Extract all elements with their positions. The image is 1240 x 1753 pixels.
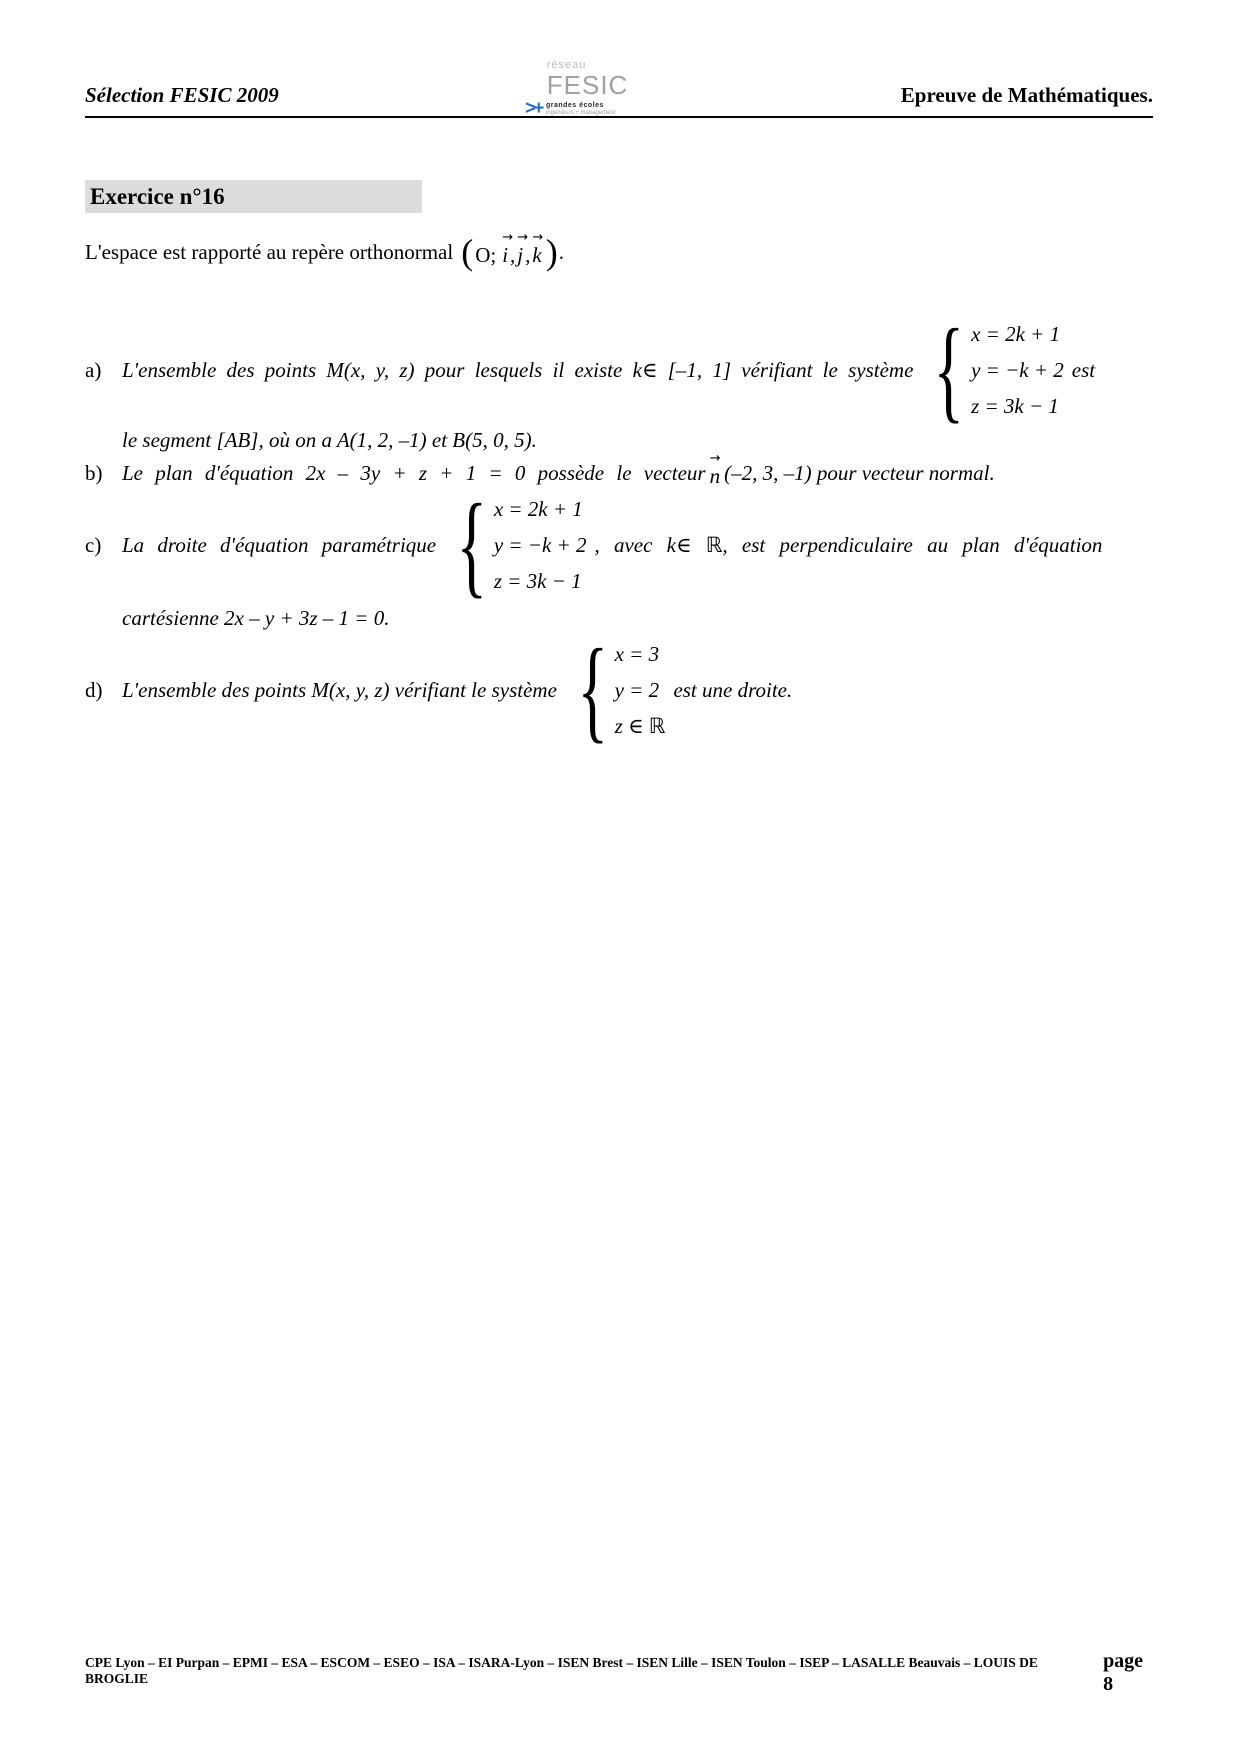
equation: y = −k + 2 — [493, 533, 587, 557]
question-d-text: L'ensemble des points M(x, y, z) vérifiant le système — [122, 677, 557, 702]
intro-line — [85, 230, 1153, 274]
header-right-title: Epreuve de Mathématiques. — [900, 83, 1153, 107]
repere-content — [475, 237, 544, 268]
equation: x = 2k + 1 — [493, 497, 583, 521]
question-a-text: L'ensemble des points M(x, y, z) pour lesquels il existe k∈ [–1, 1] vérifiant le système — [122, 357, 914, 382]
question-d — [85, 625, 1153, 754]
equation: z = 3k − 1 — [493, 569, 582, 593]
logo-taglines — [546, 99, 616, 116]
close-paren: ) — [545, 232, 558, 272]
equation: y = −k + 2 — [971, 358, 1064, 382]
separator: , — [510, 242, 516, 267]
question-a — [85, 305, 1153, 434]
page-number: page 8 — [1103, 1650, 1144, 1695]
system-equations — [615, 636, 666, 744]
separator: , — [525, 242, 531, 267]
system-equations — [971, 316, 1064, 424]
exercise-title: Exercice n°16 — [85, 180, 422, 213]
logo-reseau-text: réseau — [546, 59, 587, 71]
question-c-label: c) — [85, 532, 102, 557]
question-b-text-after: (–2, 3, –1) pour vecteur normal. — [724, 461, 995, 485]
equation: z ∈ ℝ — [614, 714, 666, 738]
origin-label: O; — [475, 242, 497, 267]
equation: y = 2 — [614, 678, 660, 702]
question-c-text-after: , avec k∈ ℝ, est perpendiculaire au plan d'équation — [594, 532, 1103, 557]
logo-mark-icon: >+ — [524, 98, 541, 119]
logo-tagline-1: grandes écoles — [545, 102, 604, 109]
system-equations — [494, 491, 587, 599]
logo-bottom — [525, 99, 655, 118]
vector-n: n → — [710, 458, 721, 489]
question-c-text: La droite d'équation paramétrique — [122, 532, 437, 557]
vector-i: i → — [502, 237, 508, 268]
question-c — [85, 480, 1153, 609]
question-d-text-after: est une droite. — [673, 677, 793, 702]
question-b — [85, 458, 1153, 489]
equation-system-d — [565, 625, 666, 754]
equation-system-c — [444, 480, 587, 609]
vector-j: j → — [517, 237, 523, 268]
page-header — [85, 58, 1153, 118]
footer-schools-list: CPE Lyon – EI Purpan – EPMI – ESA – ESCOM – ESEO – ISA – ISARA-Lyon – ISEN Brest – ISEN Lille – ISEN Toulon – ISEP – LASALLE Beauvais – LOUIS DE BROGLIE — [85, 1655, 1038, 1686]
system-brace-icon: { — [456, 480, 488, 609]
equation-system-a — [921, 305, 1064, 434]
question-d-label: d) — [85, 677, 103, 702]
header-left-title: Sélection FESIC 2009 — [85, 83, 279, 107]
system-brace-icon: { — [577, 625, 609, 754]
repere-notation — [461, 234, 564, 270]
question-c-line2: cartésienne 2x – y + 3z – 1 = 0. — [122, 606, 390, 630]
logo-fesic-text: FESIC — [546, 70, 629, 100]
system-brace-icon: { — [933, 305, 965, 434]
equation: z = 3k − 1 — [971, 394, 1059, 418]
question-a-text-after: est — [1071, 357, 1096, 382]
question-a-line2: le segment [AB], où on a A(1, 2, –1) et B(5, 0, 5). — [122, 428, 537, 452]
open-paren: ( — [461, 232, 474, 272]
intro-text: L'espace est rapporté au repère orthonormal — [85, 239, 454, 264]
logo-tagline-2: ingénieurs + management — [545, 110, 616, 116]
equation: x = 2k + 1 — [971, 322, 1061, 346]
question-b-text: Le plan d'équation 2x – 3y + z + 1 = 0 possède le vecteur — [122, 461, 706, 485]
fesic-logo — [524, 59, 655, 119]
equation: x = 3 — [614, 642, 660, 666]
question-a-label: a) — [85, 357, 102, 382]
page-footer — [85, 1650, 1158, 1696]
question-b-label: b) — [85, 461, 103, 485]
period: . — [558, 239, 564, 264]
vector-k: k → — [532, 237, 541, 268]
